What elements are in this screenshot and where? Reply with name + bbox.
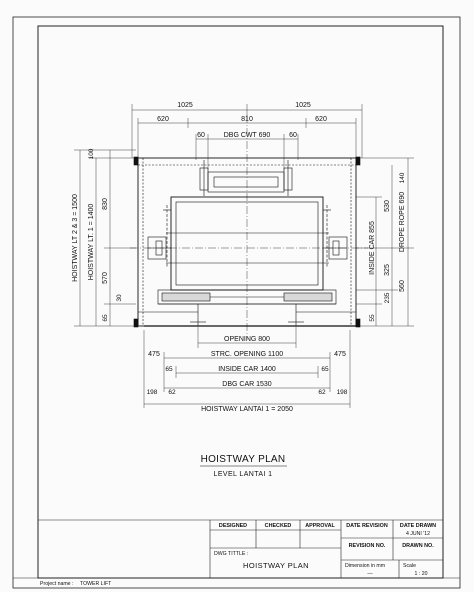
dim-left-30: 30: [116, 294, 123, 302]
tb-date-drawn-value: 4 JUNI '12: [405, 531, 431, 537]
plan-subtitle: LEVEL LANTAI 1: [213, 471, 273, 478]
tb-approval: APPROVAL: [305, 523, 335, 529]
tb-dwg-title-label: DWG TITTLE :: [214, 551, 249, 557]
dim-strc-475-left: 475: [148, 351, 160, 358]
dim-right-55: 55: [369, 314, 376, 322]
dim-strc-opening: STRC. OPENING 1100: [210, 351, 284, 358]
sheet-inner-border: [38, 26, 443, 578]
tb-designed: DESIGNED: [218, 523, 248, 529]
title-block: [40, 523, 436, 587]
dim-car-62-left: 62: [168, 389, 176, 396]
plan-title: HOISTWAY PLAN: [200, 454, 286, 465]
dim-right-530: 530: [384, 200, 391, 212]
dim-left-65: 65: [102, 314, 109, 322]
tb-dwg-title-value: HOISTWAY PLAN: [243, 561, 309, 570]
dim-dbg-cwt: DBG CWT 690: [223, 132, 271, 139]
dim-left-lt1: HOISTWAY LT. 1 = 1400: [88, 203, 95, 281]
tb-date-revision: DATE REVISION: [346, 523, 388, 529]
dim-left-overall: HOISTWAY LT 2 & 3 = 1500: [72, 194, 79, 282]
dim-car-65-left: 65: [165, 366, 173, 373]
dim-right-inside-car: INSIDE CAR 855: [369, 221, 376, 275]
counterweight: [208, 172, 284, 192]
hoistway-plan-drawing: [130, 115, 368, 340]
tb-checked: CHECKED: [264, 523, 292, 529]
dim-right-325: 325: [384, 264, 391, 276]
dim-top-810: 810: [241, 116, 253, 123]
dim-top-1025-right: 1025: [295, 102, 311, 109]
dim-car-198-left: 198: [146, 389, 158, 396]
dim-car-62-right: 62: [318, 389, 326, 396]
tb-dimension-value: —: [367, 571, 373, 577]
dim-dbg-car: DBG CAR 1530: [222, 381, 272, 388]
dimension-lines: [74, 104, 414, 408]
tb-drawn-no: DRAWN NO.: [402, 543, 434, 549]
dim-left-830: 830: [102, 198, 109, 210]
tb-scale-label: Scale: [403, 563, 416, 569]
dim-top-1025-left: 1025: [177, 102, 193, 109]
dim-strc-475-right: 475: [334, 351, 346, 358]
tb-project-value: TOWER LIFT: [80, 581, 112, 587]
dim-right-140: 140: [399, 172, 406, 184]
dim-car-198-right: 198: [336, 389, 348, 396]
dim-top-620-right: 620: [315, 116, 327, 123]
tb-project-label: Project name :: [40, 581, 74, 587]
tb-revision-no: REVISION NO.: [348, 543, 386, 549]
dim-car-65-right: 65: [321, 366, 329, 373]
dim-right-235: 235: [384, 292, 391, 304]
dim-right-drop-rope: DROPE ROPE 690: [399, 191, 406, 253]
dim-cwt-60-left: 60: [197, 132, 205, 139]
tb-date-drawn-label: DATE DRAWN: [399, 523, 437, 529]
tb-scale-value: 1 : 20: [414, 571, 428, 577]
dim-cwt-60-right: 60: [289, 132, 297, 139]
dim-left-100: 100: [88, 148, 95, 160]
dim-right-560: 560: [399, 280, 406, 292]
dim-left-570: 570: [102, 272, 109, 284]
dim-opening: OPENING 800: [224, 336, 270, 343]
dim-top-620-left: 620: [157, 116, 169, 123]
tb-dimension-label: Dimension in mm: [345, 563, 386, 569]
dim-hoistway-width: HOISTWAY LANTAI 1 = 2050: [201, 406, 293, 413]
dim-inside-car: INSIDE CAR 1400: [218, 366, 276, 373]
